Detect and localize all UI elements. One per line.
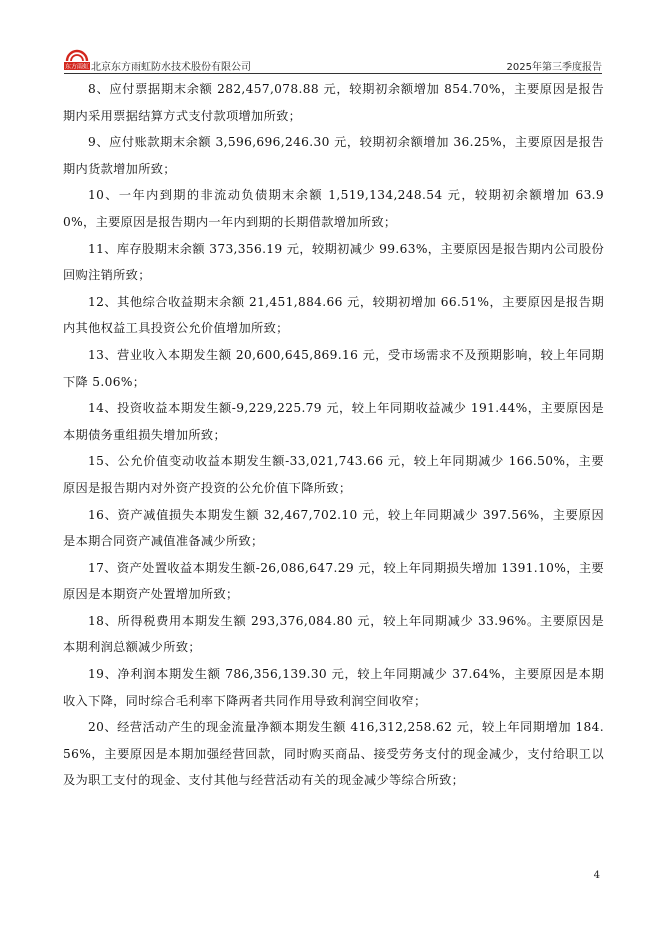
document-body [63,76,604,794]
paragraph-item-18: 18、所得税费用本期发生额 293,376,084.80 元，较上年同期减少 33.96%。主要原因是本期利润总额减少所致； [63,613,604,655]
paragraph-item-19: 19、净利润本期发生额 786,356,139.30 元，较上年同期减少 37.64%，主要原因是本期收入下降，同时综合毛利率下降两者共同作用导致利润空间收窄； [63,667,604,708]
paragraph-item-20: 20、经营活动产生的现金流量净额本期发生额 416,312,258.62 元，较上年同期增加 184.56%，主要原因是本期加强经营回款，同时购买商品、接受劳务支付的现金减少，支付给职工以及为职工支付的现金、支付其他与经营活动有关的现金减少等综合所致； [63,720,604,788]
paragraph-item-8: 8、应付票据期末余额 282,457,078.88 元，较期初余额增加 854.70%，主要原因是报告期内采用票据结算方式支付款项增加所致； [63,82,604,123]
header-divider [64,73,602,74]
company-logo-icon [64,46,90,70]
paragraph-item-16: 16、资产减值损失本期发生额 32,467,702.10 元，较上年同期减少 397.56%，主要原因是本期合同资产减值准备减少所致； [63,507,604,549]
paragraph-item-9: 9、应付账款期末余额 3,596,696,246.30 元，较期初余额增加 36.25%，主要原因是报告期内货款增加所致； [63,135,604,176]
paragraph-item-17: 17、资产处置收益本期发生额-26,086,647.29 元，较上年同期损失增加 1391.10%，主要原因是本期资产处置增加所致； [63,560,604,602]
report-title: 2025年第三季度报告 [506,62,602,73]
logo-text: 东方雨虹 [64,63,90,70]
paragraph-item-14: 14、投资收益本期发生额-9,229,225.79 元，较上年同期收益减少 191.44%，主要原因是本期债务重组损失增加所致； [63,401,604,442]
company-name: 北京东方雨虹防水技术股份有限公司 [91,62,251,73]
paragraph-item-15: 15、公允价值变动收益本期发生额-33,021,743.66 元，较上年同期减少 166.50%，主要原因是报告期内对外资产投资的公允价值下降所致； [63,454,604,495]
paragraph-item-10: 10、一年内到期的非流动负债期末余额 1,519,134,248.54 元，较期初余额增加 63.90%，主要原因是报告期内一年内到期的长期借款增加所致； [63,188,604,229]
paragraph-item-11: 11、库存股期末余额 373,356.19 元，较期初减少 99.63%，主要原因是报告期内公司股份回购注销所致； [63,241,604,283]
page-number: 4 [593,870,600,881]
paragraph-item-13: 13、营业收入本期发生额 20,600,645,869.16 元，受市场需求不及预期影响，较上年同期下降 5.06%； [63,347,604,389]
paragraph-item-12: 12、其他综合收益期末余额 21,451,884.66 元，较期初增加 66.51%，主要原因是报告期内其他权益工具投资公允价值增加所致； [63,294,604,336]
page-header [64,46,602,72]
